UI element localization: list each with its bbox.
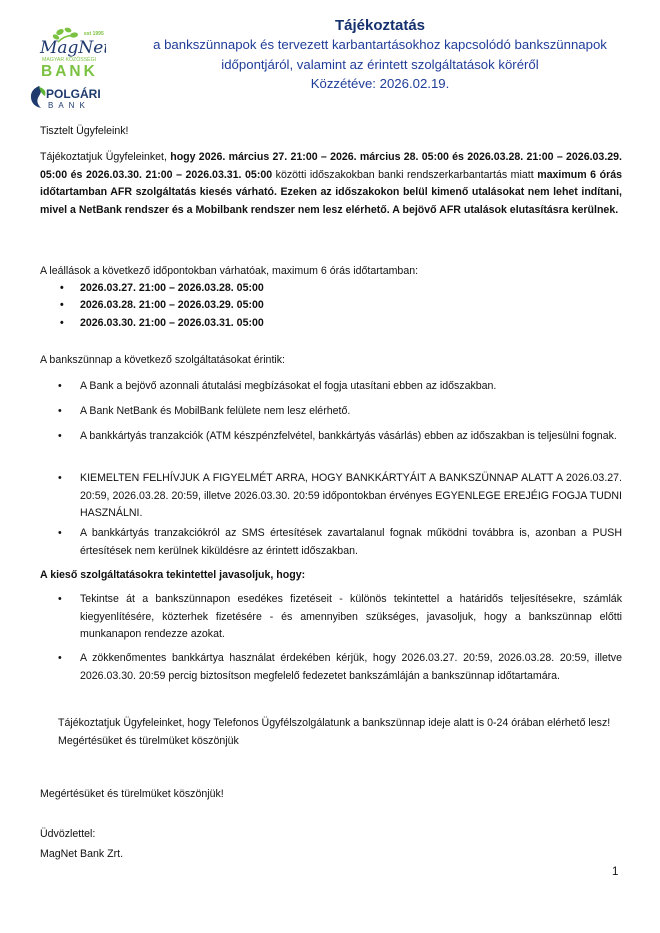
intro-text-1: Tájékoztatjuk Ügyfeleinket, (40, 151, 171, 163)
svg-text:POLGÁRI: POLGÁRI (46, 87, 101, 101)
affected-item: • A bankkártyás tranzakciókról az SMS értesítések zavartalanul fognak működni továbbra is, azonban a PUSH értesítések nem kerülnek kiküldésre az érintett időszakban. (58, 527, 622, 557)
bullet-icon: • (58, 593, 62, 605)
bullet-icon: • (58, 652, 62, 664)
affected-item: • A Bank a bejövő azonnali átutalási megbízásokat el fogja utasítani ebben az időszakban. (58, 378, 622, 396)
magnet-bank-logo (38, 26, 106, 78)
outage-list (40, 280, 264, 332)
bullet-icon: • (58, 380, 62, 392)
advice-item: • A zökkenőmentes bankkártya használat érdekében kérjük, hogy 2026.03.27. 20:59, 2026.03.28. 20:59, illetve 2026.03.30. 20:59 percig biztosítson megfelelő fedezetet bankszámláján a bankszünnap időtartamára. (58, 652, 622, 682)
svg-text:MAGYAR KÖZÖSSÉGI: MAGYAR KÖZÖSSÉGI (42, 57, 97, 63)
intro-paragraph (40, 149, 622, 219)
published-date: Közzétéve: 2026.02.19. (310, 76, 450, 91)
document-title: Tájékoztatás (334, 17, 426, 34)
outages-intro: A leállások a következő időpontokban várhatóak, maximum 6 órás időtartamban: (40, 265, 419, 277)
affected-item: • A bankkártyás tranzakciók (ATM készpénzfelvétel, bankkártyás vásárlás) ebben az időszakban is teljesülni fognak. (58, 428, 622, 446)
outage-item: • 2026.03.27. 21:00 – 2026.03.28. 05:00 (40, 280, 264, 297)
thanks-line: Megértésüket és türelmüket köszönjük! (40, 788, 224, 800)
intro-warning-bold: maximum 6 órás időtartamban AFR szolgáltatás kiesés várható. Ezeken az időszakokon belül kimenő utalásokat nem lehet indítani, mivel a NetBank rendszer és a Mobilbank rendszer nem lesz elérhető. A bejövő AFR utalások elutasításra kerülnek. (40, 168, 622, 216)
magnet-leaf-icon (38, 26, 106, 78)
bullet-icon: • (58, 405, 62, 417)
affected-item: • A Bank NetBank és MobilBank felülete nem lesz elérhető. (58, 403, 622, 421)
document-subtitle-line2: időpontjáról, valamint az érintett szolgáltatások köréről (221, 56, 539, 72)
polgari-bank-logo (27, 84, 107, 110)
svg-text:est 1995: est 1995 (84, 31, 104, 37)
svg-text:BANK: BANK (41, 63, 98, 78)
affected-intro: A bankszünnap a következő szolgáltatásokat érintik: (40, 354, 285, 366)
advice-item: • Tekintse át a bankszünnapon esedékes fizetéseit - különös tekintettel a határidős teljesítésekre, számlák kiegyenlítésére, közterhek fizetésére - és amennyiben szükséges, javasoljuk, hogy a bankszünnap előtti munkanapon rendezze azokat. (58, 593, 622, 640)
intro-text-2: közötti időszakokban banki rendszerkarbantartás miatt (272, 168, 538, 181)
svg-text:MagNet: MagNet (40, 38, 106, 58)
intro-dates-bold: hogy 2026. március 27. 21:00 – 2026. március 28. 05:00 és 2026.03.28. 21:00 – 2026.03.29. 05:00 és 2026.03.30. 21:00 – 2026.03.31. 05:00 (40, 151, 622, 181)
svg-text:BANK: BANK (48, 101, 90, 110)
polgari-leaf-icon (27, 84, 107, 110)
page-number: 1 (612, 866, 619, 878)
advice-intro: A kieső szolgáltatásokra tekintettel javasoljuk, hogy: (40, 569, 306, 581)
document-header (110, 16, 650, 94)
bullet-icon: • (58, 527, 62, 539)
closing-line: Üdvözlettel: (40, 828, 96, 840)
outage-item: • 2026.03.30. 21:00 – 2026.03.31. 05:00 (40, 315, 264, 332)
greeting: Tisztelt Ügyfeleink! (40, 125, 129, 137)
bullet-icon: • (58, 472, 62, 484)
bullet-icon: • (58, 430, 62, 442)
affected-item-warning: • KIEMELTEN FELHÍVJUK A FIGYELMÉT ARRA, HOGY BANKKÁRTYÁIT A BANKSZÜNNAP ALATT A 2026.03.27. 20:59, 2026.03.28. 20:59, illetve 2026.03.30. 20:59 időpontokban érvényes EGYENLEGE EREJÉIG FOGJA TUDNI HASZNÁLNI. (58, 472, 622, 519)
phone-notice: Tájékoztatjuk Ügyfeleinket, hogy Telefonos Ügyfélszolgálatunk a bankszünnap ideje alatt is 0-24 órában elérhető lesz! Megértésüket és türelmüket köszönjük (58, 717, 611, 747)
document-subtitle-line1: a bankszünnapok és tervezett karbantartásokhoz kapcsolódó bankszünnapok (153, 37, 607, 52)
signature: MagNet Bank Zrt. (40, 848, 124, 860)
outage-item: • 2026.03.28. 21:00 – 2026.03.29. 05:00 (40, 297, 264, 314)
